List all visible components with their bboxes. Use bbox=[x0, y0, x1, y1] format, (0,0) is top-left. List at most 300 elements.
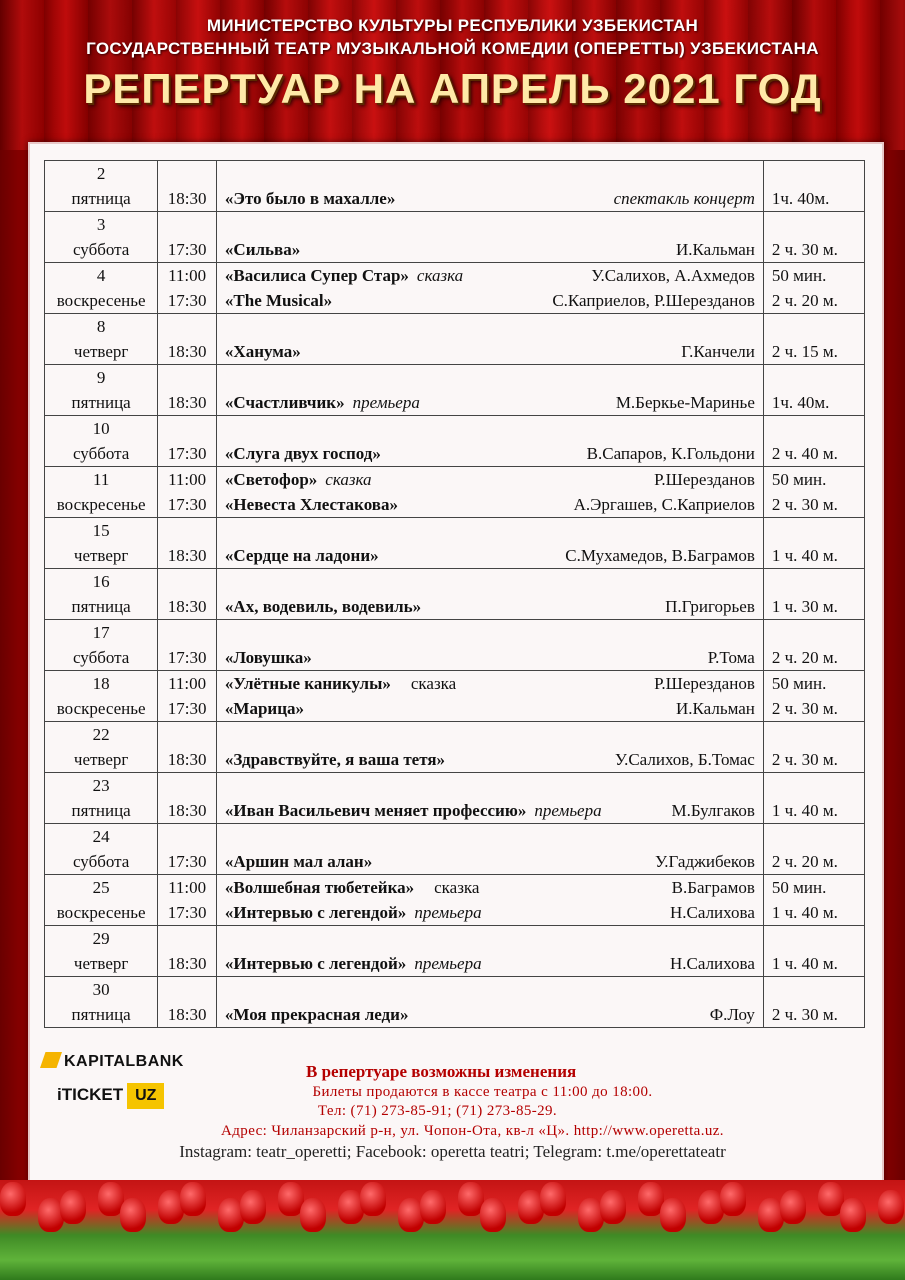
show-time: 17:30 bbox=[167, 852, 207, 871]
show-cell bbox=[216, 977, 763, 1028]
show-line bbox=[217, 492, 763, 517]
duration-cell bbox=[763, 569, 864, 620]
show-time: 18:30 bbox=[167, 750, 207, 769]
show-genre: сказка bbox=[434, 878, 480, 897]
table-row bbox=[45, 926, 865, 977]
show-duration: 1ч. 40м. bbox=[771, 393, 830, 412]
time-cell bbox=[158, 722, 217, 773]
show-duration: 2 ч. 40 м. bbox=[771, 444, 838, 463]
tulip-icon bbox=[660, 1198, 686, 1232]
show-author: В.Баграмов bbox=[671, 878, 755, 897]
show-cell bbox=[216, 926, 763, 977]
tulip-icon bbox=[0, 1182, 26, 1216]
show-spacer bbox=[217, 518, 763, 543]
show-cell bbox=[216, 875, 763, 926]
show-name: «Моя прекрасная леди» bbox=[224, 1005, 409, 1024]
show-time: 11:00 bbox=[168, 878, 207, 897]
show-name: «Сердце на ладони» bbox=[224, 546, 379, 565]
show-title-group bbox=[225, 237, 300, 262]
date-cell bbox=[45, 212, 158, 263]
date-cell bbox=[45, 416, 158, 467]
show-line bbox=[217, 237, 763, 262]
show-time: 17:30 bbox=[167, 903, 207, 922]
date-number: 9 bbox=[96, 368, 106, 387]
show-line bbox=[217, 798, 763, 823]
weekday: воскресенье bbox=[56, 495, 146, 514]
table-row bbox=[45, 161, 865, 212]
time-cell bbox=[158, 977, 217, 1028]
time-spacer bbox=[158, 212, 216, 237]
time-cell bbox=[158, 467, 217, 518]
poster-header bbox=[0, 14, 905, 114]
tulip-icon bbox=[240, 1190, 266, 1224]
time-cell bbox=[158, 875, 217, 926]
duration-spacer bbox=[772, 416, 864, 441]
time-spacer bbox=[158, 569, 216, 594]
date-number: 24 bbox=[92, 827, 110, 846]
show-duration: 2 ч. 30 м. bbox=[771, 240, 838, 259]
tulip-icon bbox=[780, 1190, 806, 1224]
show-time: 18:30 bbox=[167, 801, 207, 820]
show-name: «Ах, водевиль, водевиль» bbox=[224, 597, 422, 616]
date-cell bbox=[45, 722, 158, 773]
show-line bbox=[217, 849, 763, 874]
duration-cell bbox=[763, 161, 864, 212]
duration-cell bbox=[763, 977, 864, 1028]
page-title: РЕПЕРТУАР НА АПРЕЛЬ 2021 ГОД bbox=[83, 65, 822, 112]
table-row bbox=[45, 518, 865, 569]
table-row bbox=[45, 977, 865, 1028]
show-title-group bbox=[225, 849, 372, 874]
show-duration: 1 ч. 30 м. bbox=[771, 597, 838, 616]
date-cell bbox=[45, 365, 158, 416]
show-cell bbox=[216, 467, 763, 518]
duration-spacer bbox=[772, 620, 864, 645]
show-line bbox=[217, 263, 763, 288]
show-name: «Счастливчик» bbox=[224, 393, 345, 412]
duration-spacer bbox=[772, 773, 864, 798]
show-cell bbox=[216, 212, 763, 263]
show-name: «Сильва» bbox=[224, 240, 301, 259]
show-genre: сказка bbox=[325, 470, 372, 489]
date-number: 29 bbox=[92, 929, 110, 948]
duration-spacer bbox=[772, 314, 864, 339]
kapitalbank-text: KAPITALBANK bbox=[64, 1053, 184, 1070]
show-time: 17:30 bbox=[167, 495, 207, 514]
duration-cell bbox=[763, 671, 864, 722]
date-cell bbox=[45, 620, 158, 671]
show-name: «Светофор» bbox=[224, 470, 318, 489]
show-time: 18:30 bbox=[167, 597, 207, 616]
weekday: пятница bbox=[71, 1005, 131, 1024]
time-spacer bbox=[158, 773, 216, 798]
date-number: 23 bbox=[92, 776, 110, 795]
tulip-icon bbox=[180, 1182, 206, 1216]
weekday: воскресенье bbox=[56, 699, 146, 718]
show-spacer bbox=[217, 212, 763, 237]
show-cell bbox=[216, 824, 763, 875]
show-line bbox=[217, 288, 763, 313]
duration-cell bbox=[763, 365, 864, 416]
table-row bbox=[45, 620, 865, 671]
show-genre: премьера bbox=[414, 954, 482, 973]
duration-spacer bbox=[772, 161, 864, 186]
show-cell bbox=[216, 569, 763, 620]
kapitalbank-mark-icon bbox=[40, 1052, 62, 1068]
table-row bbox=[45, 263, 865, 314]
date-number: 30 bbox=[92, 980, 110, 999]
show-line bbox=[217, 671, 763, 696]
weekday: пятница bbox=[71, 801, 131, 820]
date-cell bbox=[45, 875, 158, 926]
kapitalbank-logo bbox=[40, 1052, 184, 1071]
show-spacer bbox=[217, 722, 763, 747]
show-title-group bbox=[225, 288, 332, 313]
show-time: 18:30 bbox=[167, 954, 207, 973]
show-line bbox=[217, 747, 763, 772]
phone-info: Тел: (71) 273-85-91; (71) 273-85-29. bbox=[317, 1103, 558, 1119]
date-number: 25 bbox=[92, 878, 110, 897]
show-author: И.Кальман bbox=[676, 699, 755, 718]
show-duration: 2 ч. 30 м. bbox=[771, 1005, 838, 1024]
show-author: У.Салихов, А.Ахмедов bbox=[591, 266, 755, 285]
show-time: 17:30 bbox=[167, 240, 207, 259]
tulips-decoration bbox=[0, 1180, 905, 1280]
duration-cell bbox=[763, 875, 864, 926]
show-author: Р.Шерезданов bbox=[654, 470, 755, 489]
date-number: 2 bbox=[96, 164, 106, 183]
weekday: воскресенье bbox=[56, 291, 146, 310]
show-name: «Это было в махалле» bbox=[224, 189, 396, 208]
show-duration: 50 мин. bbox=[771, 674, 827, 693]
show-author: Ф.Лоу bbox=[709, 1005, 755, 1024]
show-title-group bbox=[225, 951, 482, 976]
show-line bbox=[217, 645, 763, 670]
duration-cell bbox=[763, 824, 864, 875]
time-spacer bbox=[158, 161, 216, 186]
show-name: «Здравствуйте, я ваша тетя» bbox=[224, 750, 446, 769]
show-time: 11:00 bbox=[168, 470, 207, 489]
duration-cell bbox=[763, 212, 864, 263]
show-line bbox=[217, 900, 763, 925]
table-row bbox=[45, 467, 865, 518]
duration-cell bbox=[763, 314, 864, 365]
date-number: 16 bbox=[92, 572, 110, 591]
tulip-icon bbox=[840, 1198, 866, 1232]
show-title-group bbox=[225, 696, 304, 721]
duration-spacer bbox=[772, 518, 864, 543]
show-title-group bbox=[225, 747, 445, 772]
time-cell bbox=[158, 365, 217, 416]
tulip-icon bbox=[540, 1182, 566, 1216]
time-spacer bbox=[158, 314, 216, 339]
show-title-group bbox=[225, 492, 398, 517]
schedule-panel bbox=[28, 142, 884, 1194]
show-title-group bbox=[225, 1002, 409, 1027]
tulip-icon bbox=[120, 1198, 146, 1232]
duration-cell bbox=[763, 926, 864, 977]
show-spacer bbox=[217, 365, 763, 390]
address-info: Адрес: Чиланзарский р-н, ул. Чопон-Ота, кв-л «Ц». http://www.operetta.uz. bbox=[221, 1123, 724, 1139]
date-cell bbox=[45, 773, 158, 824]
tulip-icon bbox=[360, 1182, 386, 1216]
show-duration: 2 ч. 20 м. bbox=[771, 852, 838, 871]
show-line bbox=[217, 390, 763, 415]
show-duration: 2 ч. 30 м. bbox=[771, 699, 838, 718]
show-author: И.Кальман bbox=[676, 240, 755, 259]
show-author: У.Гаджибеков bbox=[655, 852, 755, 871]
date-cell bbox=[45, 263, 158, 314]
tulip-icon bbox=[60, 1190, 86, 1224]
weekday: воскресенье bbox=[56, 903, 146, 922]
table-row bbox=[45, 314, 865, 365]
date-cell bbox=[45, 671, 158, 722]
date-number: 4 bbox=[96, 266, 106, 285]
show-line bbox=[217, 875, 763, 900]
weekday: четверг bbox=[73, 750, 129, 769]
show-title-group bbox=[225, 441, 381, 466]
show-author: Р.Шерезданов bbox=[654, 674, 755, 693]
show-name: «Аршин мал алан» bbox=[224, 852, 373, 871]
date-cell bbox=[45, 518, 158, 569]
show-name: «Василиса Супер Стар» bbox=[224, 266, 409, 285]
show-title-group bbox=[225, 671, 456, 696]
duration-cell bbox=[763, 416, 864, 467]
show-title-group bbox=[225, 390, 420, 415]
show-time: 18:30 bbox=[167, 189, 207, 208]
table-row bbox=[45, 824, 865, 875]
date-number: 10 bbox=[92, 419, 110, 438]
show-time: 17:30 bbox=[167, 648, 207, 667]
show-time: 18:30 bbox=[167, 546, 207, 565]
weekday: четверг bbox=[73, 954, 129, 973]
show-duration: 1 ч. 40 м. bbox=[771, 546, 838, 565]
date-number: 15 bbox=[92, 521, 110, 540]
show-spacer bbox=[217, 161, 763, 186]
show-duration: 2 ч. 30 м. bbox=[771, 750, 838, 769]
show-spacer bbox=[217, 416, 763, 441]
show-author: М.Булгаков bbox=[671, 801, 755, 820]
show-author: Н.Салихова bbox=[670, 954, 755, 973]
weekday: пятница bbox=[71, 189, 131, 208]
show-cell bbox=[216, 620, 763, 671]
show-author: У.Салихов, Б.Томас bbox=[614, 750, 755, 769]
time-cell bbox=[158, 416, 217, 467]
date-cell bbox=[45, 926, 158, 977]
show-spacer bbox=[217, 773, 763, 798]
table-row bbox=[45, 365, 865, 416]
time-cell bbox=[158, 824, 217, 875]
show-duration: 50 мин. bbox=[771, 470, 827, 489]
date-cell bbox=[45, 569, 158, 620]
show-time: 17:30 bbox=[167, 444, 207, 463]
show-spacer bbox=[217, 824, 763, 849]
show-name: «The Musical» bbox=[224, 291, 333, 310]
show-genre: премьера bbox=[534, 801, 602, 820]
schedule-table bbox=[44, 160, 865, 1028]
time-cell bbox=[158, 926, 217, 977]
show-title-group bbox=[225, 875, 480, 900]
weekday: четверг bbox=[73, 546, 129, 565]
show-genre: премьера bbox=[352, 393, 420, 412]
social-links: Instagram: teatr_operetti; Facebook: operetta teatri; Telegram: t.me/operettateatr bbox=[179, 1142, 726, 1161]
time-cell bbox=[158, 212, 217, 263]
table-row bbox=[45, 212, 865, 263]
show-time: 18:30 bbox=[167, 1005, 207, 1024]
show-time: 11:00 bbox=[168, 674, 207, 693]
show-genre: сказка bbox=[416, 266, 464, 285]
show-line bbox=[217, 467, 763, 492]
show-name: «Ханума» bbox=[224, 342, 301, 361]
show-line bbox=[217, 696, 763, 721]
time-spacer bbox=[158, 518, 216, 543]
date-number: 8 bbox=[96, 317, 106, 336]
show-name: «Волшебная тюбетейка» bbox=[224, 878, 415, 897]
table-row bbox=[45, 722, 865, 773]
show-author: В.Сапаров, К.Гольдони bbox=[586, 444, 755, 463]
show-spacer bbox=[217, 314, 763, 339]
show-spacer bbox=[217, 569, 763, 594]
time-cell bbox=[158, 671, 217, 722]
show-duration: 50 мин. bbox=[771, 878, 827, 897]
time-cell bbox=[158, 518, 217, 569]
show-line bbox=[217, 186, 763, 211]
date-number: 18 bbox=[92, 674, 110, 693]
duration-spacer bbox=[772, 977, 864, 1002]
weekday: суббота bbox=[72, 240, 130, 259]
show-author: П.Григорьев bbox=[665, 597, 755, 616]
show-cell bbox=[216, 161, 763, 212]
show-duration: 50 мин. bbox=[771, 266, 827, 285]
show-cell bbox=[216, 773, 763, 824]
weekday: пятница bbox=[71, 597, 131, 616]
show-time: 18:30 bbox=[167, 393, 207, 412]
show-name: «Слуга двух господ» bbox=[224, 444, 381, 463]
show-duration: 1 ч. 40 м. bbox=[771, 801, 838, 820]
time-spacer bbox=[158, 977, 216, 1002]
show-time: 18:30 bbox=[167, 342, 207, 361]
show-author: Р.Тома bbox=[707, 648, 755, 667]
show-name: «Интервью с легендой» bbox=[224, 903, 407, 922]
time-spacer bbox=[158, 722, 216, 747]
duration-spacer bbox=[772, 569, 864, 594]
show-cell bbox=[216, 263, 763, 314]
show-time: 11:00 bbox=[168, 266, 207, 285]
show-title-group bbox=[225, 339, 301, 364]
duration-cell bbox=[763, 467, 864, 518]
show-line bbox=[217, 594, 763, 619]
show-name: «Улётные каникулы» bbox=[224, 674, 391, 693]
show-author: С.Мухамедов, В.Баграмов bbox=[565, 546, 755, 565]
weekday: суббота bbox=[72, 852, 130, 871]
show-name: «Интервью с легендой» bbox=[224, 954, 407, 973]
iticket-uz-badge: UZ bbox=[127, 1083, 164, 1109]
time-cell bbox=[158, 314, 217, 365]
weekday: суббота bbox=[72, 648, 130, 667]
show-duration: 2 ч. 15 м. bbox=[771, 342, 838, 361]
time-cell bbox=[158, 161, 217, 212]
show-duration: 2 ч. 20 м. bbox=[771, 291, 838, 310]
show-duration: 1 ч. 40 м. bbox=[771, 903, 838, 922]
date-cell bbox=[45, 977, 158, 1028]
show-name: «Марица» bbox=[224, 699, 305, 718]
ticket-info: Билеты продаются в кассе театра с 11:00 до 18:00. bbox=[312, 1084, 653, 1100]
time-spacer bbox=[158, 365, 216, 390]
time-cell bbox=[158, 620, 217, 671]
time-spacer bbox=[158, 824, 216, 849]
table-row bbox=[45, 569, 865, 620]
table-row bbox=[45, 773, 865, 824]
show-name: «Ловушка» bbox=[224, 648, 312, 667]
date-number: 17 bbox=[92, 623, 110, 642]
show-line bbox=[217, 1002, 763, 1027]
show-genre: спектакль концерт bbox=[613, 189, 755, 208]
show-line bbox=[217, 543, 763, 568]
show-line bbox=[217, 441, 763, 466]
show-line bbox=[217, 339, 763, 364]
weekday: суббота bbox=[72, 444, 130, 463]
show-author: М.Беркье-Маринье bbox=[615, 393, 755, 412]
time-cell bbox=[158, 773, 217, 824]
duration-cell bbox=[763, 263, 864, 314]
time-spacer bbox=[158, 416, 216, 441]
show-time: 17:30 bbox=[167, 291, 207, 310]
theatre-line: ГОСУДАРСТВЕННЫЙ ТЕАТР МУЗЫКАЛЬНОЙ КОМЕДИИ (ОПЕРЕТТЫ) УЗБЕКИСТАНА bbox=[86, 39, 819, 58]
show-author: Н.Салихова bbox=[670, 903, 755, 922]
show-author: Г.Канчели bbox=[681, 342, 755, 361]
duration-cell bbox=[763, 518, 864, 569]
show-author: А.Эргашев, С.Каприелов bbox=[573, 495, 755, 514]
date-number: 11 bbox=[92, 470, 110, 489]
tulip-icon bbox=[480, 1198, 506, 1232]
time-spacer bbox=[158, 620, 216, 645]
show-title-group bbox=[225, 543, 379, 568]
show-author: С.Каприелов, Р.Шерезданов bbox=[552, 291, 755, 310]
duration-cell bbox=[763, 722, 864, 773]
show-cell bbox=[216, 671, 763, 722]
show-spacer bbox=[217, 926, 763, 951]
show-title-group bbox=[225, 900, 482, 925]
show-genre: сказка bbox=[410, 674, 457, 693]
show-cell bbox=[216, 518, 763, 569]
show-cell bbox=[216, 314, 763, 365]
tulip-icon bbox=[720, 1182, 746, 1216]
date-cell bbox=[45, 467, 158, 518]
weekday: пятница bbox=[71, 393, 131, 412]
table-row bbox=[45, 671, 865, 722]
weekday: четверг bbox=[73, 342, 129, 361]
date-number: 22 bbox=[92, 725, 110, 744]
show-name: «Иван Васильевич меняет профессию» bbox=[224, 801, 527, 820]
show-duration: 1ч. 40м. bbox=[771, 189, 830, 208]
ministry-line: МИНИСТЕРСТВО КУЛЬТУРЫ РЕСПУБЛИКИ УЗБЕКИСТАН bbox=[206, 16, 699, 35]
show-time: 17:30 bbox=[167, 699, 207, 718]
time-spacer bbox=[158, 926, 216, 951]
duration-spacer bbox=[772, 212, 864, 237]
tulip-icon bbox=[878, 1190, 904, 1224]
duration-spacer bbox=[772, 926, 864, 951]
date-cell bbox=[45, 314, 158, 365]
show-title-group bbox=[225, 645, 312, 670]
tulip-icon bbox=[300, 1198, 326, 1232]
show-cell bbox=[216, 722, 763, 773]
show-cell bbox=[216, 365, 763, 416]
changes-notice: В репертуаре возможны изменения bbox=[306, 1062, 577, 1081]
duration-cell bbox=[763, 620, 864, 671]
iticket-text: iTICKET bbox=[57, 1085, 124, 1104]
date-cell bbox=[45, 161, 158, 212]
duration-spacer bbox=[772, 824, 864, 849]
